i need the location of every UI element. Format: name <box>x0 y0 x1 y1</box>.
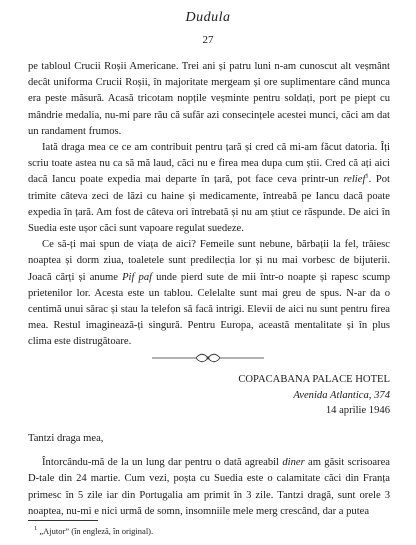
paragraph-2-text: Iată draga mea ce ce am contribuit pentru țară și cred că mi-am făcut datoria. Îți scriu toate astea nu ca să mă laud, căci nu e firea mea dupa cum știi. Cred că ați aici dacă Iancu poate expedia mai departe în țară, pot face ceva printr-un <box>28 142 390 186</box>
footnote-mark: 1 <box>365 172 369 180</box>
paragraph-5-continued: D-tale din 24 martie. Cum vezi, poșta cu Suedia este o calamitate căci din Franța primesc în 5 zile iar din Portugalia am primit în 3 zile. Tantzi dragă, sunt orele 3 noaptea, nu-mi e nici urmă de somn, insomniile mele merg crescând, dar a putea <box>28 473 390 517</box>
body-text-lower <box>28 431 390 520</box>
hotel-address: Avenida Atlantica, 374 <box>293 389 390 401</box>
paragraph-2 <box>28 140 390 237</box>
paragraph-3-text: Ce să-ți mai spun de viața de aici? Femeile sunt nebune, bărbații la fel, trăiesc noaptea și dorm ziua, toaletele sunt predilecția lor și nu mai vorbesc de bijuterii. Joacă cărți și anume <box>28 239 390 283</box>
relief-word: relief <box>343 174 366 186</box>
body-text-upper <box>28 59 390 351</box>
running-header: Dudula <box>185 10 231 25</box>
paragraph-3 <box>28 237 390 350</box>
paragraph-5 <box>28 455 390 520</box>
footnote-number: 1 <box>34 525 38 533</box>
greeting: Tantzi draga mea, <box>28 433 104 444</box>
footnote-rule <box>28 520 98 521</box>
letterhead <box>170 372 390 419</box>
hotel-name: COPACABANA PALACE HOTEL <box>238 374 390 385</box>
game-name: Pif paf <box>122 271 153 283</box>
footnote <box>34 526 153 536</box>
paragraph-3-tail: unde pierd sute de mii într-o noapte și rapesc scump prietenilor lor. Acesta este un tablou. Celelalte sunt mai greu de spus. N-ar da o centimă unui sărac și stau la telefon să facă intrigi. Elevii de aici nu sunt pentru firea mea. Restul imagineazã-ți singură. Pentru Europa, această mentalitate și în plus clima este distrugătoare. <box>28 271 391 348</box>
page-number: 27 <box>202 34 214 46</box>
dinner-word: diner <box>282 457 305 469</box>
paragraph-1: pe tabloul Crucii Roșii Americane. Trei ani și patru luni n-am cunoscut alt veșmânt decât uniforma Crucii Roșii, în majoritate mergeam și ore suplimentare când munca era peste măsură. Acasă tricotam nopțile veșminte pentru soldați, port pe piept cu mândrie medalia, nu-mi pare rău că sufăr azi consecințele acestei munci, căci am dat un randament frumos. <box>28 61 390 137</box>
paragraph-2-tail: . Pot trimite câteva zeci de lăzi cu haine și medicamente, întreabă pe Iancu dacă poate expedia în țară. Am fost de câteva ori întrebată și nu am știut ce răspunde. De aici în Suedia este ușor căci sunt vapoare regulat suedeze. <box>28 174 390 235</box>
section-ornament <box>150 352 266 364</box>
paragraph-5-tail: am găsit scrisoarea <box>304 457 390 469</box>
footnote-text: „Ajutor” (în engleză, în original). <box>39 526 154 536</box>
letter-date: 14 aprilie 1946 <box>325 405 390 416</box>
paragraph-5-text: Întorcându-mă de la un lung dar pentru o dată agreabil <box>42 457 280 469</box>
